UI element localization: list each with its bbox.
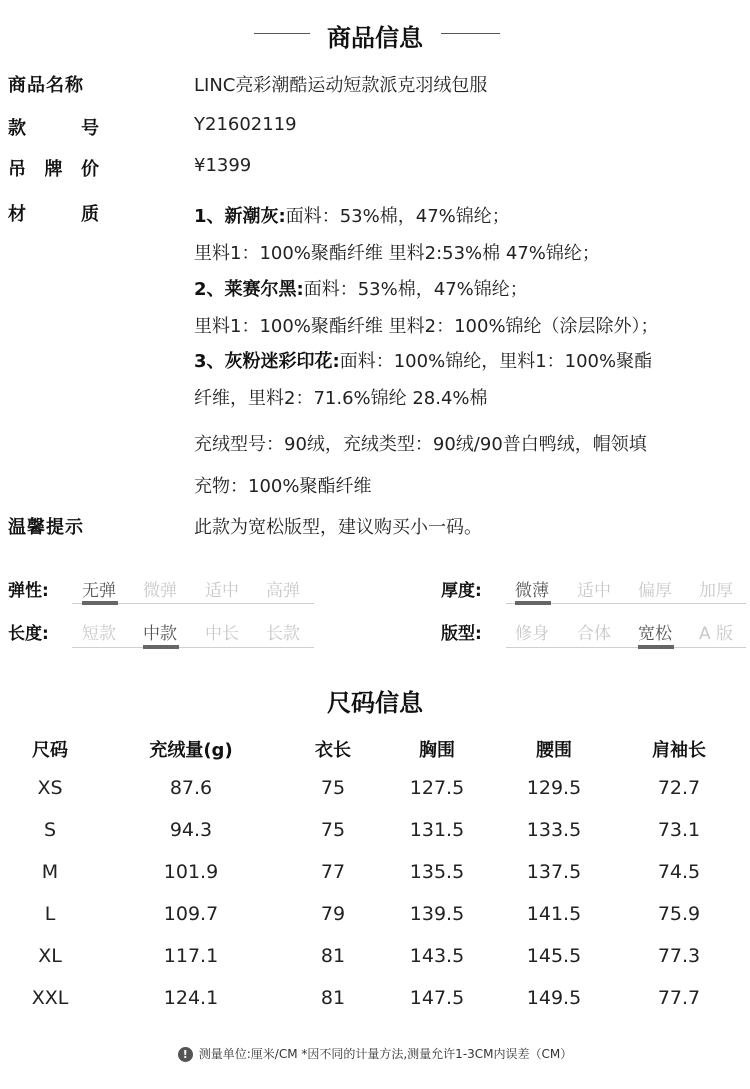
product-info-title: 商品信息 bbox=[327, 24, 423, 52]
color2-fabric: 面料：53%棉，47%锦纶； bbox=[303, 279, 528, 300]
material-label-char: 质 bbox=[81, 204, 100, 225]
length-option: 短款 bbox=[82, 624, 116, 644]
size-table-cell: 133.5 bbox=[526, 819, 582, 841]
size-table-cell: 149.5 bbox=[526, 987, 582, 1009]
thickness-label: 厚度: bbox=[441, 581, 482, 601]
size-table-header: 充绒量(g) bbox=[149, 740, 233, 761]
thickness-option: 适中 bbox=[577, 581, 611, 601]
size-info-title: 尺码信息 bbox=[327, 689, 423, 717]
length-option: 中长 bbox=[205, 624, 239, 644]
tag-price-value: ¥1399 bbox=[194, 155, 252, 176]
thickness-option: 加厚 bbox=[699, 581, 733, 601]
elasticity-option: 微弹 bbox=[143, 581, 177, 601]
size-table-cell: 117.1 bbox=[163, 945, 219, 967]
product-name-label: 商品名称 bbox=[8, 75, 84, 96]
material-color3-line2: 纤维，里料2：71.6%锦纶 28.4%棉 bbox=[194, 388, 488, 409]
size-table-cell: 145.5 bbox=[526, 945, 582, 967]
size-table-cell: 81 bbox=[320, 945, 346, 967]
material-color2-line2: 里料1：100%聚酯纤维 里料2：100%锦纶（涂层除外）； bbox=[194, 316, 659, 337]
color1-fabric: 面料：53%棉，47%锦纶； bbox=[285, 206, 510, 227]
size-table-cell: 75.9 bbox=[657, 903, 701, 925]
fit-track bbox=[506, 647, 746, 648]
size-table-header: 腰围 bbox=[536, 740, 572, 761]
elasticity-label: 弹性: bbox=[8, 581, 49, 601]
length-option: 长款 bbox=[266, 624, 300, 644]
size-table-cell: XXL bbox=[31, 987, 69, 1009]
material-label bbox=[8, 200, 100, 226]
size-table-header: 胸围 bbox=[419, 740, 455, 761]
elasticity-option: 高弹 bbox=[266, 581, 300, 601]
size-table-cell: 137.5 bbox=[526, 861, 582, 883]
title-rule-right bbox=[441, 33, 500, 34]
tip-label: 温馨提示 bbox=[8, 517, 84, 538]
size-table-cell: 74.5 bbox=[657, 861, 701, 883]
style-number-label-char: 款 bbox=[8, 118, 27, 139]
tag-price-label-char: 吊 bbox=[8, 159, 27, 180]
fit-option: 合体 bbox=[577, 624, 611, 644]
size-table-cell: 75 bbox=[320, 819, 346, 841]
size-table-cell: 81 bbox=[320, 987, 346, 1009]
tip-value: 此款为宽松版型，建议购买小一码。 bbox=[194, 517, 482, 538]
filling-line1: 充绒型号：90绒，充绒类型：90绒/90普白鸭绒，帽领填 bbox=[194, 434, 647, 455]
fit-option: 修身 bbox=[515, 624, 549, 644]
size-table-cell: 139.5 bbox=[409, 903, 465, 925]
elasticity-option: 适中 bbox=[205, 581, 239, 601]
size-table-cell: 135.5 bbox=[409, 861, 465, 883]
size-table-cell: 77 bbox=[320, 861, 346, 883]
style-number-label-char: 号 bbox=[81, 118, 100, 139]
fit-selected-bar bbox=[638, 645, 674, 649]
size-table-cell: 75 bbox=[320, 777, 346, 799]
size-table-cell: M bbox=[41, 861, 59, 883]
size-table-cell: 101.9 bbox=[163, 861, 219, 883]
fit-option: 宽松 bbox=[638, 624, 672, 644]
size-table-header: 肩袖长 bbox=[652, 740, 706, 761]
fit-option: A 版 bbox=[699, 624, 734, 644]
style-number-label bbox=[8, 114, 100, 140]
size-table-cell: 147.5 bbox=[409, 987, 465, 1009]
size-table-header: 尺码 bbox=[32, 740, 68, 761]
color3-fabric: 面料：100%锦纶，里料1：100%聚酯 bbox=[339, 351, 653, 372]
size-table-cell: 72.7 bbox=[657, 777, 701, 799]
size-table-cell: 124.1 bbox=[163, 987, 219, 1009]
size-table-cell: 129.5 bbox=[526, 777, 582, 799]
size-table-cell: 87.6 bbox=[169, 777, 213, 799]
length-track bbox=[72, 647, 314, 648]
material-color2-line1 bbox=[194, 275, 528, 301]
color2-name: 2、莱赛尔黑: bbox=[194, 279, 304, 300]
size-table-cell: 127.5 bbox=[409, 777, 465, 799]
size-table-cell: XS bbox=[37, 777, 63, 799]
tag-price-label bbox=[8, 155, 100, 181]
tag-price-label-char: 牌 bbox=[44, 159, 64, 180]
material-color1-line2: 里料1：100%聚酯纤维 里料2:53%棉 47%锦纶； bbox=[194, 243, 600, 264]
thickness-selected-bar bbox=[515, 601, 551, 605]
material-label-char: 材 bbox=[8, 204, 27, 225]
tag-price-label-char: 价 bbox=[81, 159, 100, 180]
size-table-cell: XL bbox=[38, 945, 62, 967]
exclamation-icon: ! bbox=[178, 1047, 193, 1062]
size-table-cell: 131.5 bbox=[409, 819, 465, 841]
size-table-cell: 73.1 bbox=[657, 819, 701, 841]
size-table-cell: 109.7 bbox=[163, 903, 219, 925]
size-table-cell: 143.5 bbox=[409, 945, 465, 967]
size-table-cell: 79 bbox=[320, 903, 346, 925]
size-table-cell: S bbox=[43, 819, 57, 841]
size-table-cell: 77.3 bbox=[657, 945, 701, 967]
material-color3-line1 bbox=[194, 347, 652, 373]
thickness-option: 微薄 bbox=[515, 581, 549, 601]
size-table-header: 衣长 bbox=[315, 740, 351, 761]
size-table-cell: 77.7 bbox=[657, 987, 701, 1009]
size-table-cell: 94.3 bbox=[169, 819, 213, 841]
style-number-value: Y21602119 bbox=[194, 114, 297, 135]
length-label: 长度: bbox=[8, 624, 49, 644]
color3-name: 3、灰粉迷彩印花: bbox=[194, 351, 340, 372]
size-table-cell: L bbox=[44, 903, 56, 925]
measurement-note bbox=[0, 1045, 750, 1062]
material-color1-line1 bbox=[194, 202, 510, 228]
elasticity-selected-bar bbox=[82, 601, 118, 605]
filling-line2: 充物：100%聚酯纤维 bbox=[194, 476, 372, 497]
measurement-note-text: 测量单位:厘米/CM *因不同的计量方法,测量允许1-3CM内误差（CM） bbox=[198, 1047, 573, 1061]
size-table-cell: 141.5 bbox=[526, 903, 582, 925]
length-selected-bar bbox=[143, 645, 179, 649]
color1-name: 1、新潮灰: bbox=[194, 206, 286, 227]
elasticity-option: 无弹 bbox=[82, 581, 116, 601]
length-option: 中款 bbox=[143, 624, 177, 644]
fit-label: 版型: bbox=[441, 624, 482, 644]
product-name-value: LINC亮彩潮酷运动短款派克羽绒包服 bbox=[194, 75, 488, 96]
thickness-option: 偏厚 bbox=[638, 581, 672, 601]
